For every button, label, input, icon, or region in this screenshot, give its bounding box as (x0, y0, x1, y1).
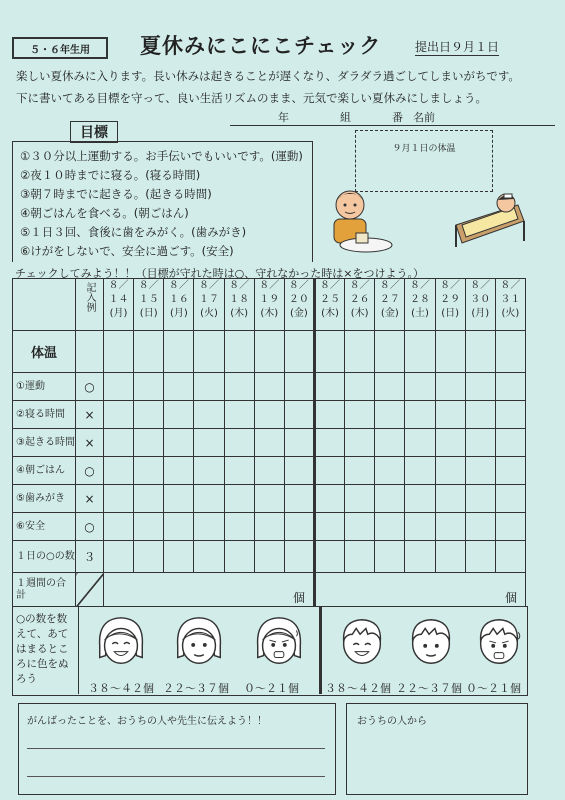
example-mark: ○ (76, 373, 104, 401)
range-label: ０〜２１個 (244, 682, 299, 695)
week2-total[interactable]: 個 (314, 573, 525, 607)
example-mark: ○ (76, 513, 104, 541)
date-header: ８／１９ (木) (254, 279, 284, 331)
range-label: ３８〜４２個 (325, 682, 391, 695)
worried-boy-face-icon[interactable] (470, 613, 528, 671)
boy-eating-illustration (318, 185, 398, 260)
table-row (13, 457, 526, 485)
goal-item: ⑥けがをしないで、安全に過ごす。(安全) (20, 244, 234, 258)
week1-total[interactable]: 個 (104, 573, 315, 607)
date-header: ８／３０ (月) (465, 279, 495, 331)
date-header: ８／１６ (月) (164, 279, 194, 331)
date-header: ８／１５ (日) (134, 279, 164, 331)
example-cell (76, 331, 104, 373)
temperature-row (13, 331, 526, 373)
corner-cell (13, 279, 76, 331)
goals-heading: 目標 (70, 121, 118, 143)
temperature-label: ９月１日の体温 (392, 144, 456, 154)
goal-item: ⑤１日３回、食後に歯をみがく。(歯みがき) (20, 225, 247, 239)
goal-item: ①３０分以上運動する。お手伝いでもいいです。(運動) (20, 149, 303, 163)
divider (78, 606, 79, 694)
happy-boy-face-icon[interactable] (333, 613, 391, 671)
date-header: ８／１７ (火) (194, 279, 224, 331)
neutral-boy-face-icon[interactable] (402, 613, 460, 671)
row-label: ①運動 (13, 373, 76, 401)
row-label: ④朝ごはん (13, 457, 76, 485)
day-count-label: １日の○の数 (13, 541, 76, 573)
year-label: 年 (278, 111, 289, 124)
example-mark: × (76, 429, 104, 457)
worried-girl-face-icon[interactable] (250, 613, 308, 671)
example-mark: × (76, 485, 104, 513)
row-label: ⑤歯みがき (13, 485, 76, 513)
date-header: ８／２６ (木) (345, 279, 375, 331)
intro-line-2: 下に書いてある目標を守って、良い生活リズムのまま、元気で楽しい夏休みにしましょう。 (16, 91, 488, 105)
goal-item: ④朝ごはんを食べる。(朝ごはん) (20, 206, 189, 220)
goal-item: ②夜１０時までに寝る。(寝る時間) (20, 168, 201, 182)
slash-cell (76, 573, 104, 607)
example-header: 記入例 (76, 279, 104, 331)
range-label: ３８〜４２個 (88, 682, 154, 695)
check-instruction: チェックしてみよう！！（目標が守れた時は○、守れなかった時は×をつけよう。） (15, 267, 424, 280)
date-header: ８／１８ (木) (224, 279, 254, 331)
class-label: 組 (340, 111, 351, 124)
tally-instruction: ○の数を数えて、あてはまるところに色をぬろう (16, 613, 69, 685)
week-total-label: １週間の合計 (13, 573, 76, 607)
parent-message-prompt: おうちの人から (357, 716, 427, 727)
date-header: ８／２０ (金) (284, 279, 314, 331)
name-fields (230, 109, 555, 126)
date-header: ８／２８ (土) (405, 279, 435, 331)
intro-line-1: 楽しい夏休みに入ります。長い休みは起きることが遅くなり、ダラダラ過ごしてしまいがちです。 (16, 69, 520, 83)
table-row (13, 429, 526, 457)
happy-girl-face-icon[interactable] (92, 613, 150, 671)
neutral-girl-face-icon[interactable] (170, 613, 228, 671)
day-count-example: ３ (76, 541, 104, 573)
writing-line (27, 776, 325, 777)
row-label: ②寝る時間 (13, 401, 76, 429)
table-row (13, 513, 526, 541)
date-header: ８／２５ (木) (314, 279, 344, 331)
date-header: ８／３１ (火) (495, 279, 525, 331)
table-row (13, 485, 526, 513)
child-message-prompt: がんばったことを、おうちの人や先生に伝えよう！！ (27, 716, 267, 727)
row-label: ⑥安全 (13, 513, 76, 541)
table-row (13, 373, 526, 401)
writing-line (27, 748, 325, 749)
temp-row-label: 体温 (13, 331, 76, 373)
example-mark: × (76, 401, 104, 429)
number-label: 番 (392, 111, 403, 124)
range-label: ２２〜３７個 (163, 682, 229, 695)
due-date: 提出日９月１日 (415, 40, 500, 54)
divider (319, 606, 322, 694)
parent-message-box[interactable] (346, 703, 528, 795)
check-table (12, 278, 526, 607)
table-row (13, 401, 526, 429)
goal-item: ③朝７時までに起きる。(起きる時間) (20, 187, 212, 201)
temperature-box[interactable] (355, 130, 493, 192)
week-total-row (13, 573, 526, 607)
page-title: 夏休みにこにこチェック (140, 34, 382, 58)
example-mark: ○ (76, 457, 104, 485)
sick-in-bed-illustration (448, 185, 528, 255)
grade-label: ５・６年生用 (12, 37, 108, 59)
date-header: ８／２９ (日) (435, 279, 465, 331)
row-label: ③起きる時間 (13, 429, 76, 457)
date-header: ８／２７ (金) (375, 279, 405, 331)
name-label: 名前 (413, 111, 435, 124)
day-count-row (13, 541, 526, 573)
range-label: ２２〜３７個 (396, 682, 462, 695)
date-header: ８／１４ (月) (104, 279, 134, 331)
child-message-box[interactable] (18, 703, 336, 795)
range-label: ０〜２１個 (466, 682, 521, 695)
